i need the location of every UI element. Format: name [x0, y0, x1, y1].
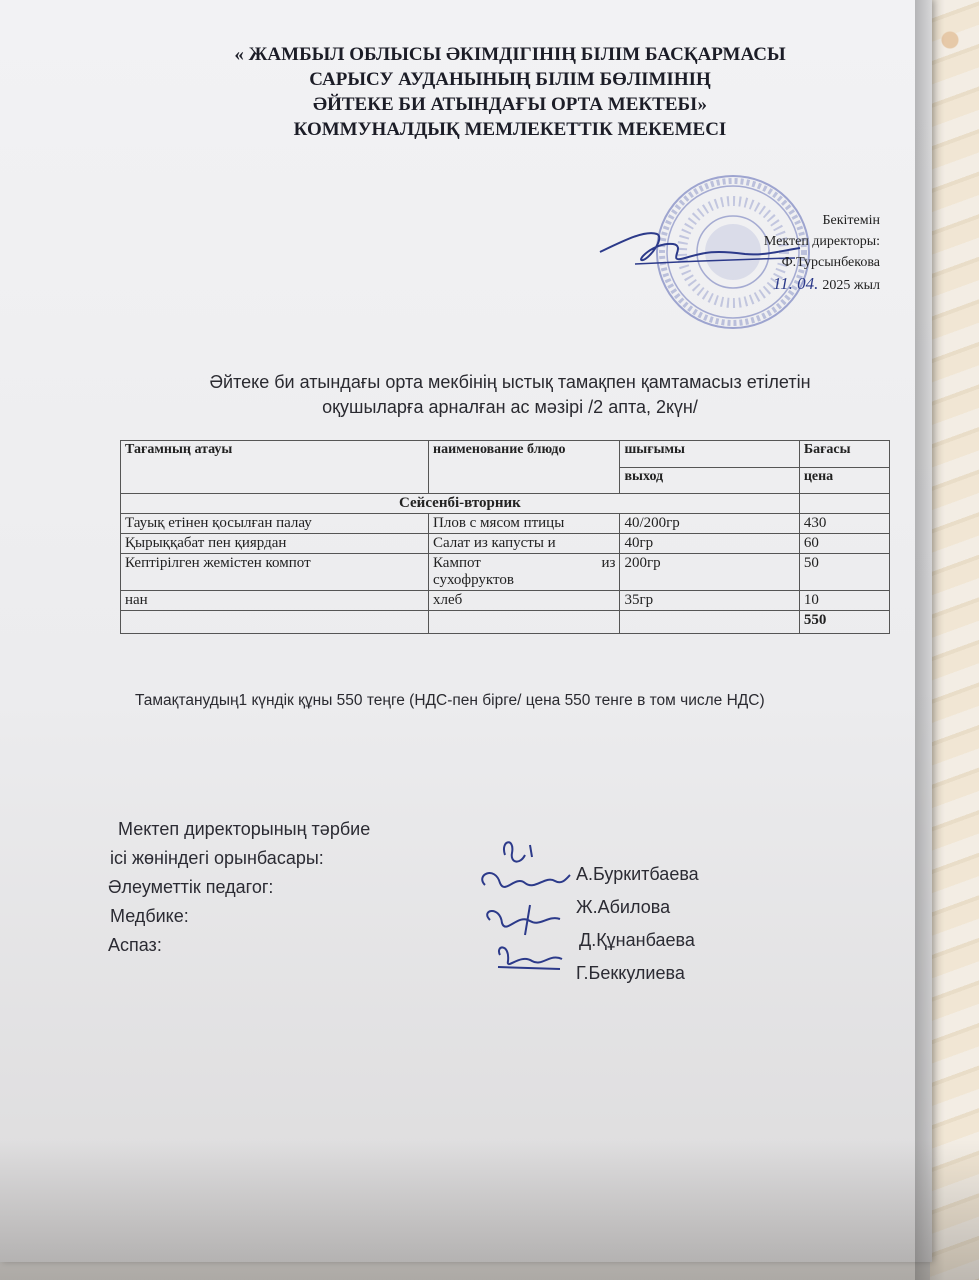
header-price-ru: цена — [799, 467, 889, 494]
section-label: Сейсенбі-вторник — [121, 494, 800, 514]
table-row — [121, 554, 890, 591]
signature-roles — [108, 815, 370, 960]
header-line: « ЖАМБЫЛ ОБЛЫСЫ ӘКІМДІГІНІҢ БІЛІМ БАСҚАРМАСЫ — [234, 44, 786, 65]
signature-names — [576, 858, 699, 990]
table-row — [121, 534, 890, 554]
dish-name-ru-line: сухофруктов — [433, 572, 514, 588]
header-name-ru: наименование блюдо — [429, 441, 620, 494]
empty-cell — [799, 494, 889, 514]
header-output-kz: шығымы — [620, 441, 799, 468]
menu-title-line: оқушыларға арналған ас мәзірі /2 апта, 2күн/ — [322, 397, 698, 417]
dish-name-ru-word: Кампот — [433, 555, 481, 571]
bottom-shadow — [0, 1140, 979, 1280]
dish-price: 10 — [799, 591, 889, 611]
table-row — [121, 514, 890, 534]
header-price-kz: Бағасы — [799, 441, 889, 468]
staff-name: Д.Құнанбаева — [579, 930, 695, 950]
menu-title — [160, 370, 860, 420]
table-row — [121, 591, 890, 611]
dish-name-ru: хлеб — [429, 591, 620, 611]
total-row — [121, 611, 890, 634]
approval-position: Мектеп директоры: — [763, 234, 880, 249]
price-note: Тамақтанудың1 күндік құны 550 теңге (НДС-пен бірге/ цена 550 тенге в том числе НДС) — [135, 692, 765, 709]
menu-table — [120, 440, 890, 634]
dish-output: 40гр — [620, 534, 799, 554]
empty-cell — [429, 611, 620, 634]
empty-cell — [121, 611, 429, 634]
dish-price: 50 — [799, 554, 889, 591]
header-line: ӘЙТЕКЕ БИ АТЫНДАҒЫ ОРТА МЕКТЕБІ» — [313, 94, 707, 115]
dish-name-ru — [429, 554, 620, 591]
approval-title: Бекітемін — [822, 213, 880, 228]
approval-year: 2025 жыл — [822, 278, 880, 293]
header-line: САРЫСУ АУДАНЫНЫҢ БІЛІМ БӨЛІМІНІҢ — [309, 69, 711, 90]
role-line: Мектеп директорының тәрбие — [118, 819, 371, 839]
role-line: ісі жөніндегі орынбасары: — [110, 848, 324, 868]
dish-name-kz: нан — [121, 591, 429, 611]
staff-name: Г.Беккулиева — [576, 963, 685, 983]
dish-name-kz: Кептірілген жемістен компот — [121, 554, 429, 591]
dish-name-ru: Салат из капусты и — [429, 534, 620, 554]
role-line: Медбике: — [110, 906, 189, 926]
role-line: Аспаз: — [108, 935, 162, 955]
header-output-ru: выход — [620, 467, 799, 494]
header-line: КОММУНАЛДЫҚ МЕМЛЕКЕТТІК МЕКЕМЕСІ — [293, 119, 727, 140]
approval-block — [700, 210, 880, 296]
dish-output: 35гр — [620, 591, 799, 611]
dish-name-ru: Плов с мясом птицы — [429, 514, 620, 534]
organization-header — [150, 42, 870, 142]
dish-output: 40/200гр — [620, 514, 799, 534]
total-price: 550 — [799, 611, 889, 634]
staff-name: Ж.Абилова — [576, 897, 671, 917]
dish-name-kz: Қырыққабат пен қиярдан — [121, 534, 429, 554]
approval-director-name: Ф.Турсынбекова — [781, 255, 880, 270]
empty-cell — [620, 611, 799, 634]
dish-output: 200гр — [620, 554, 799, 591]
dish-price: 430 — [799, 514, 889, 534]
dish-name-ru-line — [433, 555, 615, 572]
menu-title-line: Әйтеке би атындағы орта мекбінің ыстық тамақпен қамтамасыз етілетін — [209, 372, 811, 392]
dish-price: 60 — [799, 534, 889, 554]
approval-date-handwritten: 11. 04. — [772, 274, 819, 293]
section-row — [121, 494, 890, 514]
page-shadow — [915, 0, 945, 1280]
table-header-row — [121, 441, 890, 468]
staff-name: А.Буркитбаева — [576, 864, 699, 884]
dish-name-ru-word: из — [601, 555, 616, 571]
dish-name-kz: Тауық етінен қосылған палау — [121, 514, 429, 534]
approval-date — [700, 273, 880, 296]
header-name-kz: Тағамның атауы — [121, 441, 429, 494]
role-line: Әлеуметтік педагог: — [108, 877, 274, 897]
staff-signatures — [470, 835, 580, 985]
